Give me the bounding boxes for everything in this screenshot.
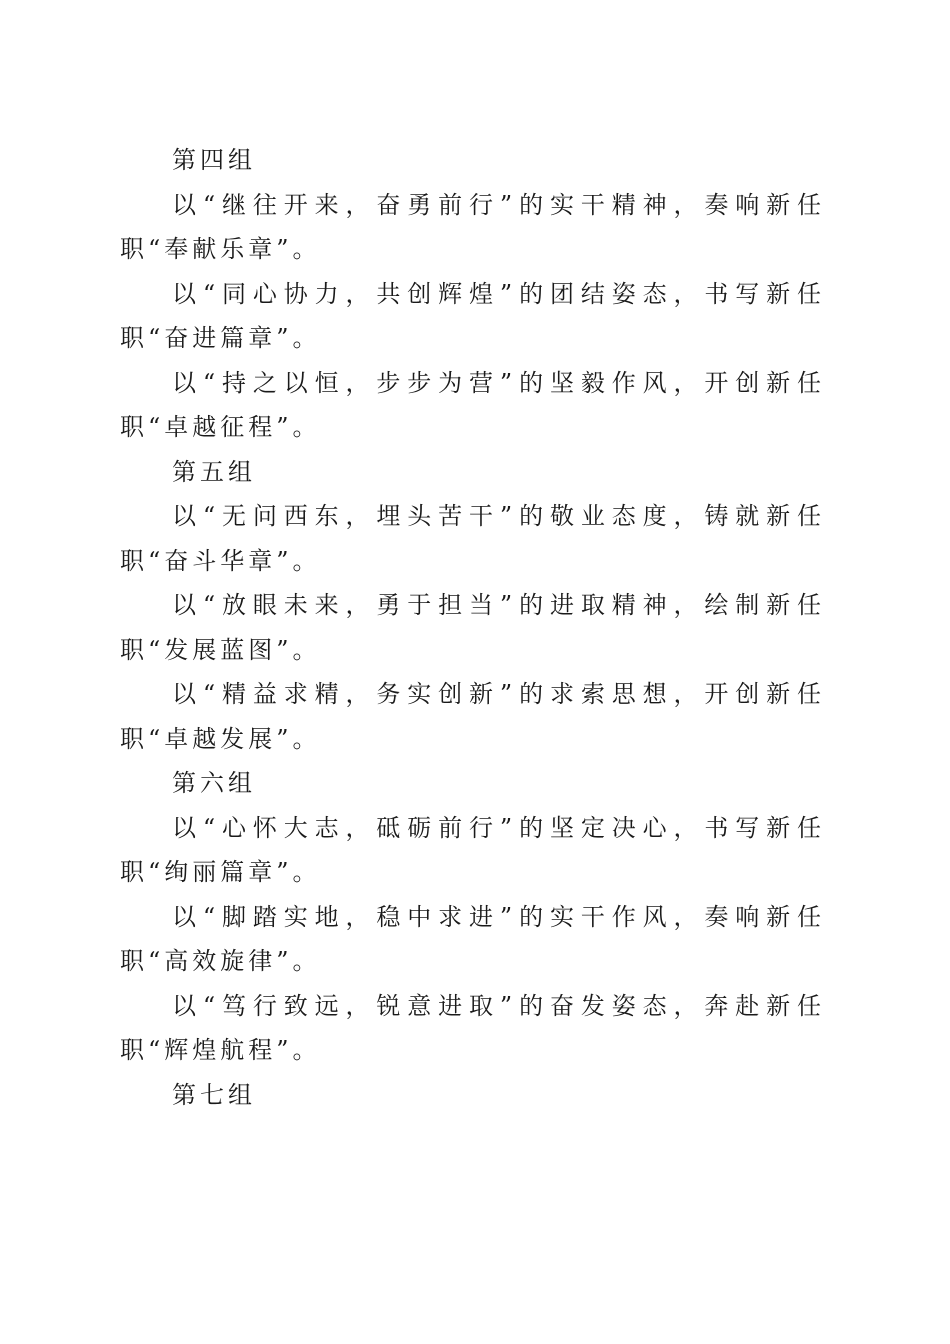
paragraph: 以“持之以恒，步步为营”的坚毅作风，开创新任职“卓越征程”。 (120, 368, 825, 441)
paragraph: 以“同心协力，共创辉煌”的团结姿态，书写新任职“奋进篇章”。 (120, 279, 825, 352)
section-heading: 第七组 (172, 1080, 256, 1109)
paragraph: 以“继往开来，奋勇前行”的实干精神，奏响新任职“奉献乐章”。 (120, 190, 825, 263)
section-group-6 (120, 761, 825, 1073)
paragraph: 以“心怀大志，砥砺前行”的坚定决心，书写新任职“绚丽篇章”。 (120, 813, 825, 886)
paragraph: 以“精益求精，务实创新”的求索思想，开创新任职“卓越发展”。 (120, 680, 825, 753)
paragraph: 以“脚踏实地，稳中求进”的实干作风，奏响新任职“高效旋律”。 (120, 902, 825, 975)
section-group-7 (120, 1073, 825, 1118)
section-heading: 第六组 (172, 769, 256, 797)
section-heading: 第四组 (172, 146, 256, 174)
document-body (120, 138, 825, 1117)
paragraph: 以“笃行致远，锐意进取”的奋发姿态，奔赴新任职“辉煌航程”。 (120, 991, 825, 1064)
section-group-4 (120, 138, 825, 450)
section-heading: 第五组 (172, 457, 256, 486)
paragraph: 以“放眼未来，勇于担当”的进取精神，绘制新任职“发展蓝图”。 (120, 591, 825, 664)
paragraph: 以“无问西东，埋头苦干”的敬业态度，铸就新任职“奋斗华章”。 (120, 502, 825, 575)
section-group-5 (120, 450, 825, 762)
